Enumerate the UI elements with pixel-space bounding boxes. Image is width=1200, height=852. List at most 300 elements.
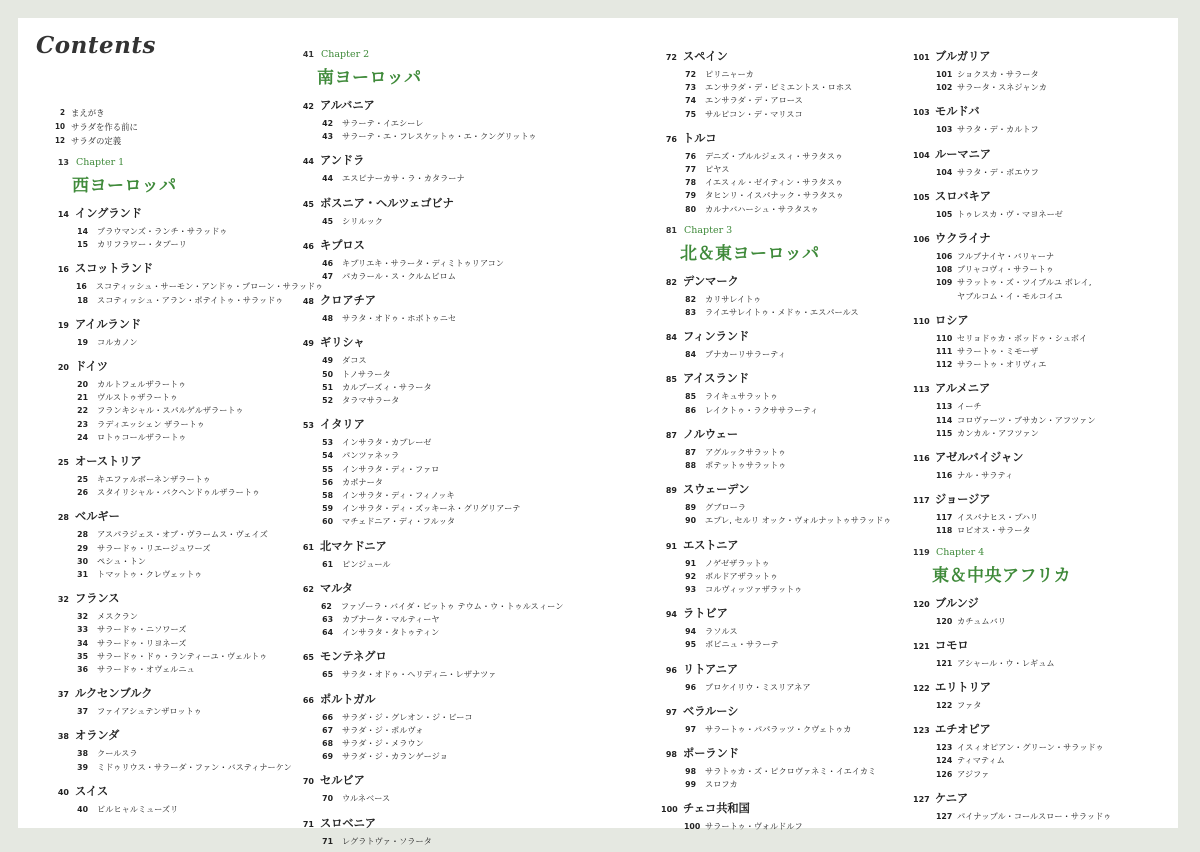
recipe-list (76, 705, 303, 718)
recipe-page-number: 113 (936, 402, 953, 412)
country-page-number: 65 (302, 653, 314, 663)
recipe-title: サラダ・ジ・ポルヴォ (342, 724, 424, 735)
recipe-list (76, 747, 303, 773)
recipe-list (684, 68, 911, 121)
country-section (53, 783, 303, 816)
country-heading (661, 481, 911, 497)
recipe-page-number: 32 (77, 612, 88, 622)
country-heading (913, 721, 1173, 737)
recipe-page-number: 74 (685, 96, 696, 106)
recipe-page-number: 95 (685, 640, 696, 650)
country-section (53, 727, 303, 773)
country-page-number: 117 (913, 496, 930, 506)
recipe-title: ボビニュ・サラーテ (705, 639, 779, 650)
country-page-number: 94 (665, 610, 677, 620)
recipe-title: スコティッシュ・サーモン・アンドゥ・プローン・サラッドゥ (95, 281, 324, 292)
recipe-page-number: 103 (936, 125, 953, 135)
recipe-title: フランキシャル・スパルゲルザラートゥ (97, 405, 244, 416)
recipe-page-number: 98 (685, 767, 696, 777)
recipe-title: ビルヒャルミューズリ (97, 803, 179, 814)
recipe-page-number: 26 (77, 488, 88, 498)
recipe-page-number: 40 (77, 804, 88, 814)
country-page-number: 38 (57, 732, 69, 742)
recipe-title: キプリエキ・サラータ・ディミトゥリアコン (342, 257, 504, 268)
country-section (661, 745, 911, 791)
country-name: アイスランド (683, 372, 750, 386)
country-heading (913, 595, 1173, 611)
country-name: ノルウェー (683, 427, 739, 441)
country-page-number: 61 (302, 542, 314, 552)
recipe-page-number: 28 (77, 530, 88, 540)
country-heading (913, 312, 1173, 328)
recipe-title: ファイアシュテンザロットゥ (97, 706, 202, 717)
country-section (661, 605, 911, 651)
column-4 (913, 48, 1173, 823)
country-section (53, 205, 303, 251)
recipe-title: サラートゥ・ヴォルドルフ (705, 821, 803, 832)
recipe-title: サラダ・ジ・メラウン (342, 738, 424, 749)
recipe-title: フルプナイヤ・バリャーナ (957, 251, 1055, 262)
recipe-title: イエスィル・ゼイティン・サラタスゥ (705, 177, 844, 188)
recipe-title: サラートゥ・パパラッツ・クヴェトゥカ (705, 723, 852, 734)
country-name: ブルガリア (935, 50, 991, 63)
recipe-list (321, 835, 558, 848)
recipe-title: ライキュサラットゥ (705, 391, 779, 402)
recipe-title: タヒンリ・イスパナック・サラタスゥ (705, 190, 844, 201)
country-heading (661, 800, 911, 816)
recipe-title: ライエサレイトゥ・メドゥ・エスパールス (705, 307, 859, 318)
country-heading (661, 48, 911, 64)
recipe-title: ナル・サラティ (957, 470, 1014, 481)
recipe-list (936, 68, 1173, 94)
chapter-heading (661, 225, 911, 264)
recipe-title: ピンジュール (342, 558, 391, 569)
column-3 (661, 48, 911, 834)
country-section (53, 508, 303, 581)
recipe-title: スコティッシュ・アラン・ポテイトゥ・サラッドゥ (97, 294, 284, 305)
recipe-title: カリフラワー・タプーリ (97, 239, 187, 250)
recipe-list (936, 657, 1173, 670)
recipe-page-number: 121 (936, 658, 953, 668)
country-section (298, 648, 558, 681)
recipe-title: クールスラ (97, 748, 138, 759)
country-heading (661, 661, 911, 677)
recipe-entry (76, 623, 303, 636)
country-section (298, 237, 558, 283)
recipe-title: コルカノン (97, 336, 138, 347)
recipe-entry (76, 761, 303, 774)
country-name: イングランド (75, 207, 142, 220)
country-heading (913, 380, 1173, 396)
recipe-entry (936, 657, 1173, 670)
chapter-label: Chapter 3 (684, 224, 733, 236)
recipe-page-number: 123 (936, 743, 953, 753)
recipe-page-number: 23 (77, 419, 88, 429)
country-section (298, 195, 558, 228)
country-page-number: 40 (57, 787, 69, 797)
recipe-list (684, 820, 911, 833)
recipe-entry (76, 473, 303, 486)
recipe-title: キエファルボーネンザラートゥ (97, 474, 211, 485)
recipe-entry (936, 524, 1173, 537)
recipe-entry (76, 238, 303, 251)
recipe-entry (76, 280, 324, 293)
country-name: ケニア (935, 791, 969, 805)
country-name: アゼルバイジャン (935, 451, 1024, 465)
recipe-page-number: 30 (77, 556, 88, 566)
recipe-page-number: 24 (77, 432, 88, 442)
recipe-entry (684, 163, 911, 176)
recipe-title: ショクスカ・サラータ (957, 69, 1039, 79)
recipe-title: ダコス (342, 355, 367, 366)
recipe-entry (684, 68, 911, 81)
recipe-entry (321, 172, 558, 185)
recipe-page-number: 118 (936, 526, 953, 536)
recipe-page-number: 50 (322, 369, 333, 379)
country-section (913, 721, 1173, 781)
recipe-entry (936, 250, 1173, 263)
recipe-entry (321, 257, 558, 270)
recipe-entry (936, 166, 1173, 179)
recipe-entry (684, 638, 911, 651)
recipe-page-number: 60 (322, 517, 333, 527)
country-page-number: 116 (913, 454, 930, 464)
country-heading (298, 815, 558, 831)
recipe-title: ミドゥリウス・サラーダ・ファン・バスティナーケン (97, 761, 292, 772)
recipe-entry (321, 489, 558, 502)
recipe-title: シリルック (342, 215, 383, 226)
country-name: スペイン (683, 50, 728, 63)
recipe-title: コルヴィッツァザラットゥ (705, 584, 803, 595)
recipe-title: エンサラダ・デ・アロース (705, 95, 803, 106)
recipe-title: カルナバハーシュ・サラタスゥ (705, 203, 819, 214)
recipe-page-number: 116 (936, 471, 953, 481)
recipe-title: レイクトゥ・ラクササラーティ (705, 404, 819, 415)
chapter-title: 東＆中央アフリカ (932, 565, 1072, 586)
recipe-list (321, 312, 558, 325)
country-page-number: 127 (913, 794, 930, 804)
recipe-entry (321, 381, 558, 394)
country-heading (53, 508, 303, 524)
country-heading (298, 292, 558, 308)
recipe-list (76, 473, 303, 499)
recipe-title: ペシュ・トン (97, 555, 146, 566)
country-heading (661, 537, 911, 553)
recipe-title: パイナップル・コールスロー・サラッドゥ (957, 810, 1112, 821)
recipe-title: サラタ・デ・ボエウフ (957, 166, 1039, 177)
recipe-entry (321, 750, 558, 763)
recipe-list (936, 511, 1173, 537)
recipe-entry (321, 600, 564, 613)
recipe-list (684, 150, 911, 216)
chapter-heading (53, 157, 303, 196)
recipe-entry (684, 108, 911, 121)
recipe-title: パカラール・ス・クルムビロム (342, 271, 456, 282)
country-name: ジョージア (935, 493, 991, 507)
recipe-title: ファタ (957, 700, 982, 711)
country-section (661, 800, 911, 833)
country-name: アルメニア (935, 382, 991, 396)
recipe-list (321, 117, 558, 143)
recipe-title: ウルネベース (342, 793, 391, 804)
recipe-list (76, 610, 303, 676)
recipe-page-number: 96 (685, 682, 696, 692)
chapter-label: Chapter 1 (76, 157, 125, 168)
recipe-entry (321, 354, 558, 367)
recipe-title: ポテットゥサラットゥ (705, 460, 787, 471)
recipe-title: トゥレスカ・ヴ・マヨネーゼ (957, 208, 1063, 219)
recipe-title: ラソルス (705, 626, 738, 637)
recipe-entry (76, 486, 303, 499)
recipe-entry (936, 414, 1173, 427)
recipe-entry (321, 835, 558, 848)
recipe-title: エンサラダ・デ・ピミエントス・ロホス (705, 82, 853, 93)
country-heading (298, 691, 558, 707)
recipe-title: ロトゥコールザラートゥ (97, 431, 187, 442)
country-section (913, 103, 1173, 136)
recipe-page-number: 46 (322, 258, 333, 268)
country-name: セルビア (320, 774, 365, 788)
recipe-entry (684, 446, 911, 459)
recipe-page-number: 33 (77, 625, 88, 635)
country-page-number: 101 (913, 53, 930, 62)
recipe-title: グブローラ (705, 502, 746, 513)
recipe-page-number: 102 (936, 83, 953, 93)
recipe-entry (936, 68, 1173, 81)
country-name: アルバニア (320, 99, 375, 112)
recipe-title: サラーテ・エ・フレスケットゥ・エ・クングリットゥ (342, 131, 537, 142)
country-heading (53, 358, 303, 374)
recipe-title: アスパラジェス・オプ・ヴラームス・ヴェイズ (97, 529, 268, 540)
country-name: マルタ (320, 581, 354, 595)
recipe-page-number: 21 (77, 393, 88, 403)
country-page-number: 103 (913, 108, 930, 118)
recipe-entry (321, 368, 558, 381)
recipe-page-number: 34 (77, 638, 88, 648)
country-name: ルクセンブルク (75, 687, 153, 701)
country-section (913, 312, 1173, 372)
recipe-title: サラードゥ・リヨネーズ (97, 637, 187, 648)
recipe-title: ヴルストゥザラートゥ (97, 392, 178, 403)
recipe-page-number: 43 (322, 132, 333, 142)
recipe-list (936, 166, 1173, 179)
recipe-page-number: 67 (322, 725, 333, 735)
recipe-page-number: 56 (322, 477, 333, 487)
country-name: ラトビア (683, 607, 728, 621)
recipe-title: サラードゥ・ニソワーズ (97, 624, 187, 635)
country-section (913, 637, 1173, 670)
recipe-title: サラタ・オドゥ・ホボトゥニセ (342, 313, 457, 324)
country-page-number: 100 (661, 805, 678, 815)
recipe-title: サラタ・デ・カルトフ (957, 124, 1039, 135)
country-heading (53, 590, 303, 606)
country-heading (661, 745, 911, 761)
recipe-entry (936, 699, 1173, 712)
chapter-page-number: 119 (913, 547, 930, 557)
country-section (913, 790, 1173, 823)
chapter-label: Chapter 4 (936, 546, 985, 558)
country-section (298, 691, 558, 764)
recipe-title: ラディエッシェン ザラートゥ (97, 418, 205, 429)
country-page-number: 123 (913, 726, 930, 736)
country-heading (661, 370, 911, 386)
recipe-page-number: 79 (685, 191, 696, 201)
recipe-title: カンカル・アフツァン (957, 427, 1039, 438)
recipe-entry (321, 463, 558, 476)
recipe-list (321, 215, 558, 228)
country-name: ベラルーシ (683, 704, 739, 718)
country-section (298, 292, 558, 325)
country-section (913, 188, 1173, 221)
recipe-title: カプナータ・マルティーヤ (342, 614, 440, 625)
page-number: 10 (54, 122, 65, 131)
recipe-page-number: 58 (322, 491, 333, 501)
country-heading (913, 103, 1173, 119)
recipe-page-number: 126 (936, 769, 953, 779)
country-section (53, 453, 303, 499)
recipe-entry (936, 615, 1173, 628)
recipe-entry (321, 515, 558, 528)
recipe-entry (936, 400, 1173, 413)
country-page-number: 120 (913, 599, 930, 609)
recipe-page-number: 53 (322, 438, 333, 448)
recipe-page-number: 114 (936, 415, 953, 425)
recipe-title: パンツァネッラ (342, 450, 400, 461)
recipe-entry (321, 436, 558, 449)
recipe-entry (936, 358, 1173, 371)
country-name: ポーランド (683, 747, 739, 761)
chapter-label-line (53, 157, 303, 168)
intro-entry (53, 120, 303, 134)
recipe-title: プリャコヴィ・サラートゥ (957, 264, 1054, 275)
recipe-title: ヤブルコム・イ・モルコイユ (957, 290, 1063, 301)
country-name: オーストリア (75, 455, 142, 469)
contents-logo: Contents (36, 32, 156, 59)
intro-list (53, 106, 303, 148)
recipe-page-number: 42 (322, 119, 333, 128)
recipe-entry (684, 459, 911, 472)
chapter-label-line (298, 49, 558, 60)
country-name: スイス (75, 784, 109, 798)
country-section (913, 449, 1173, 482)
recipe-page-number: 97 (685, 724, 696, 734)
recipe-page-number: 120 (936, 616, 953, 626)
country-name: 北マケドニア (320, 539, 387, 553)
country-name: リトアニア (683, 662, 739, 676)
country-section (661, 328, 911, 361)
country-page-number: 49 (302, 339, 314, 349)
country-name: チェコ共和国 (683, 802, 750, 816)
country-section (298, 580, 564, 640)
country-section (913, 230, 1173, 303)
recipe-page-number: 29 (77, 543, 88, 553)
recipe-page-number: 77 (685, 165, 696, 175)
recipe-entry (321, 449, 558, 462)
recipe-title: イスィオピアン・グリーン・サラッドゥ (957, 742, 1104, 753)
country-heading (913, 637, 1173, 653)
recipe-page-number: 63 (322, 615, 333, 625)
country-name: ドイツ (75, 360, 109, 374)
country-heading (913, 679, 1173, 695)
recipe-entry (321, 737, 558, 750)
country-name: ボスニア・ヘルツェゴビナ (320, 196, 454, 210)
recipe-entry (76, 378, 303, 391)
recipe-list (76, 803, 303, 816)
recipe-list (321, 257, 558, 283)
country-section (53, 358, 303, 444)
recipe-page-number: 124 (936, 756, 953, 766)
country-section (913, 491, 1173, 537)
country-section (661, 273, 911, 319)
country-heading (661, 273, 911, 289)
country-page-number: 91 (665, 541, 677, 551)
recipe-list (936, 400, 1173, 440)
page-number: 2 (59, 108, 65, 117)
recipe-page-number: 76 (685, 151, 696, 161)
country-page-number: 37 (57, 690, 69, 700)
country-name: アンドラ (320, 154, 365, 168)
recipe-page-number: 45 (322, 216, 333, 226)
country-heading (53, 316, 303, 332)
recipe-page-number: 35 (77, 651, 88, 661)
recipe-page-number: 51 (322, 382, 333, 392)
recipe-title: ファゾーラ・バイダ・ビットゥ テウム・ウ・トゥルスィーン (340, 600, 564, 611)
recipe-page-number: 115 (936, 428, 953, 438)
recipe-title: エスピナーカサ・ラ・カタラーナ (342, 173, 465, 184)
country-section (53, 685, 303, 718)
recipe-entry (684, 390, 911, 403)
recipe-title: サラーテ・イエシーレ (342, 118, 424, 128)
country-name: キプロス (320, 238, 365, 252)
country-heading (53, 685, 303, 701)
recipe-entry (936, 208, 1173, 221)
recipe-entry (936, 768, 1173, 781)
country-page-number: 84 (665, 333, 677, 343)
column-2 (298, 40, 564, 848)
country-page-number: 82 (665, 277, 677, 287)
country-page-number: 104 (913, 150, 930, 160)
recipe-list (321, 172, 558, 185)
recipe-entry (76, 637, 303, 650)
recipe-page-number: 72 (685, 70, 696, 79)
recipe-page-number: 70 (322, 794, 333, 804)
recipe-entry (936, 290, 1173, 303)
country-page-number: 62 (302, 584, 314, 594)
country-page-number: 66 (302, 695, 314, 705)
recipe-entry (321, 724, 558, 737)
country-page-number: 76 (665, 134, 677, 144)
country-page-number: 16 (57, 265, 69, 275)
chapter-page-number: 13 (57, 158, 69, 167)
country-section (298, 772, 558, 805)
country-heading (53, 205, 303, 221)
recipe-title: カルトフェルザラートゥ (97, 379, 187, 390)
recipe-page-number: 71 (322, 836, 333, 846)
recipe-entry (684, 514, 911, 527)
chapter-title: 西ヨーロッパ (72, 176, 177, 196)
country-page-number: 71 (302, 819, 314, 829)
recipe-list (684, 723, 911, 736)
recipe-entry (684, 570, 911, 583)
country-heading (298, 416, 558, 432)
country-heading (661, 703, 911, 719)
recipe-title: セリョドゥカ・ボッドゥ・シュボイ (957, 332, 1088, 343)
recipe-entry (684, 557, 911, 570)
country-heading (53, 727, 303, 743)
country-page-number: 98 (665, 750, 677, 760)
recipe-entry (76, 391, 303, 404)
recipe-page-number: 117 (936, 513, 953, 523)
